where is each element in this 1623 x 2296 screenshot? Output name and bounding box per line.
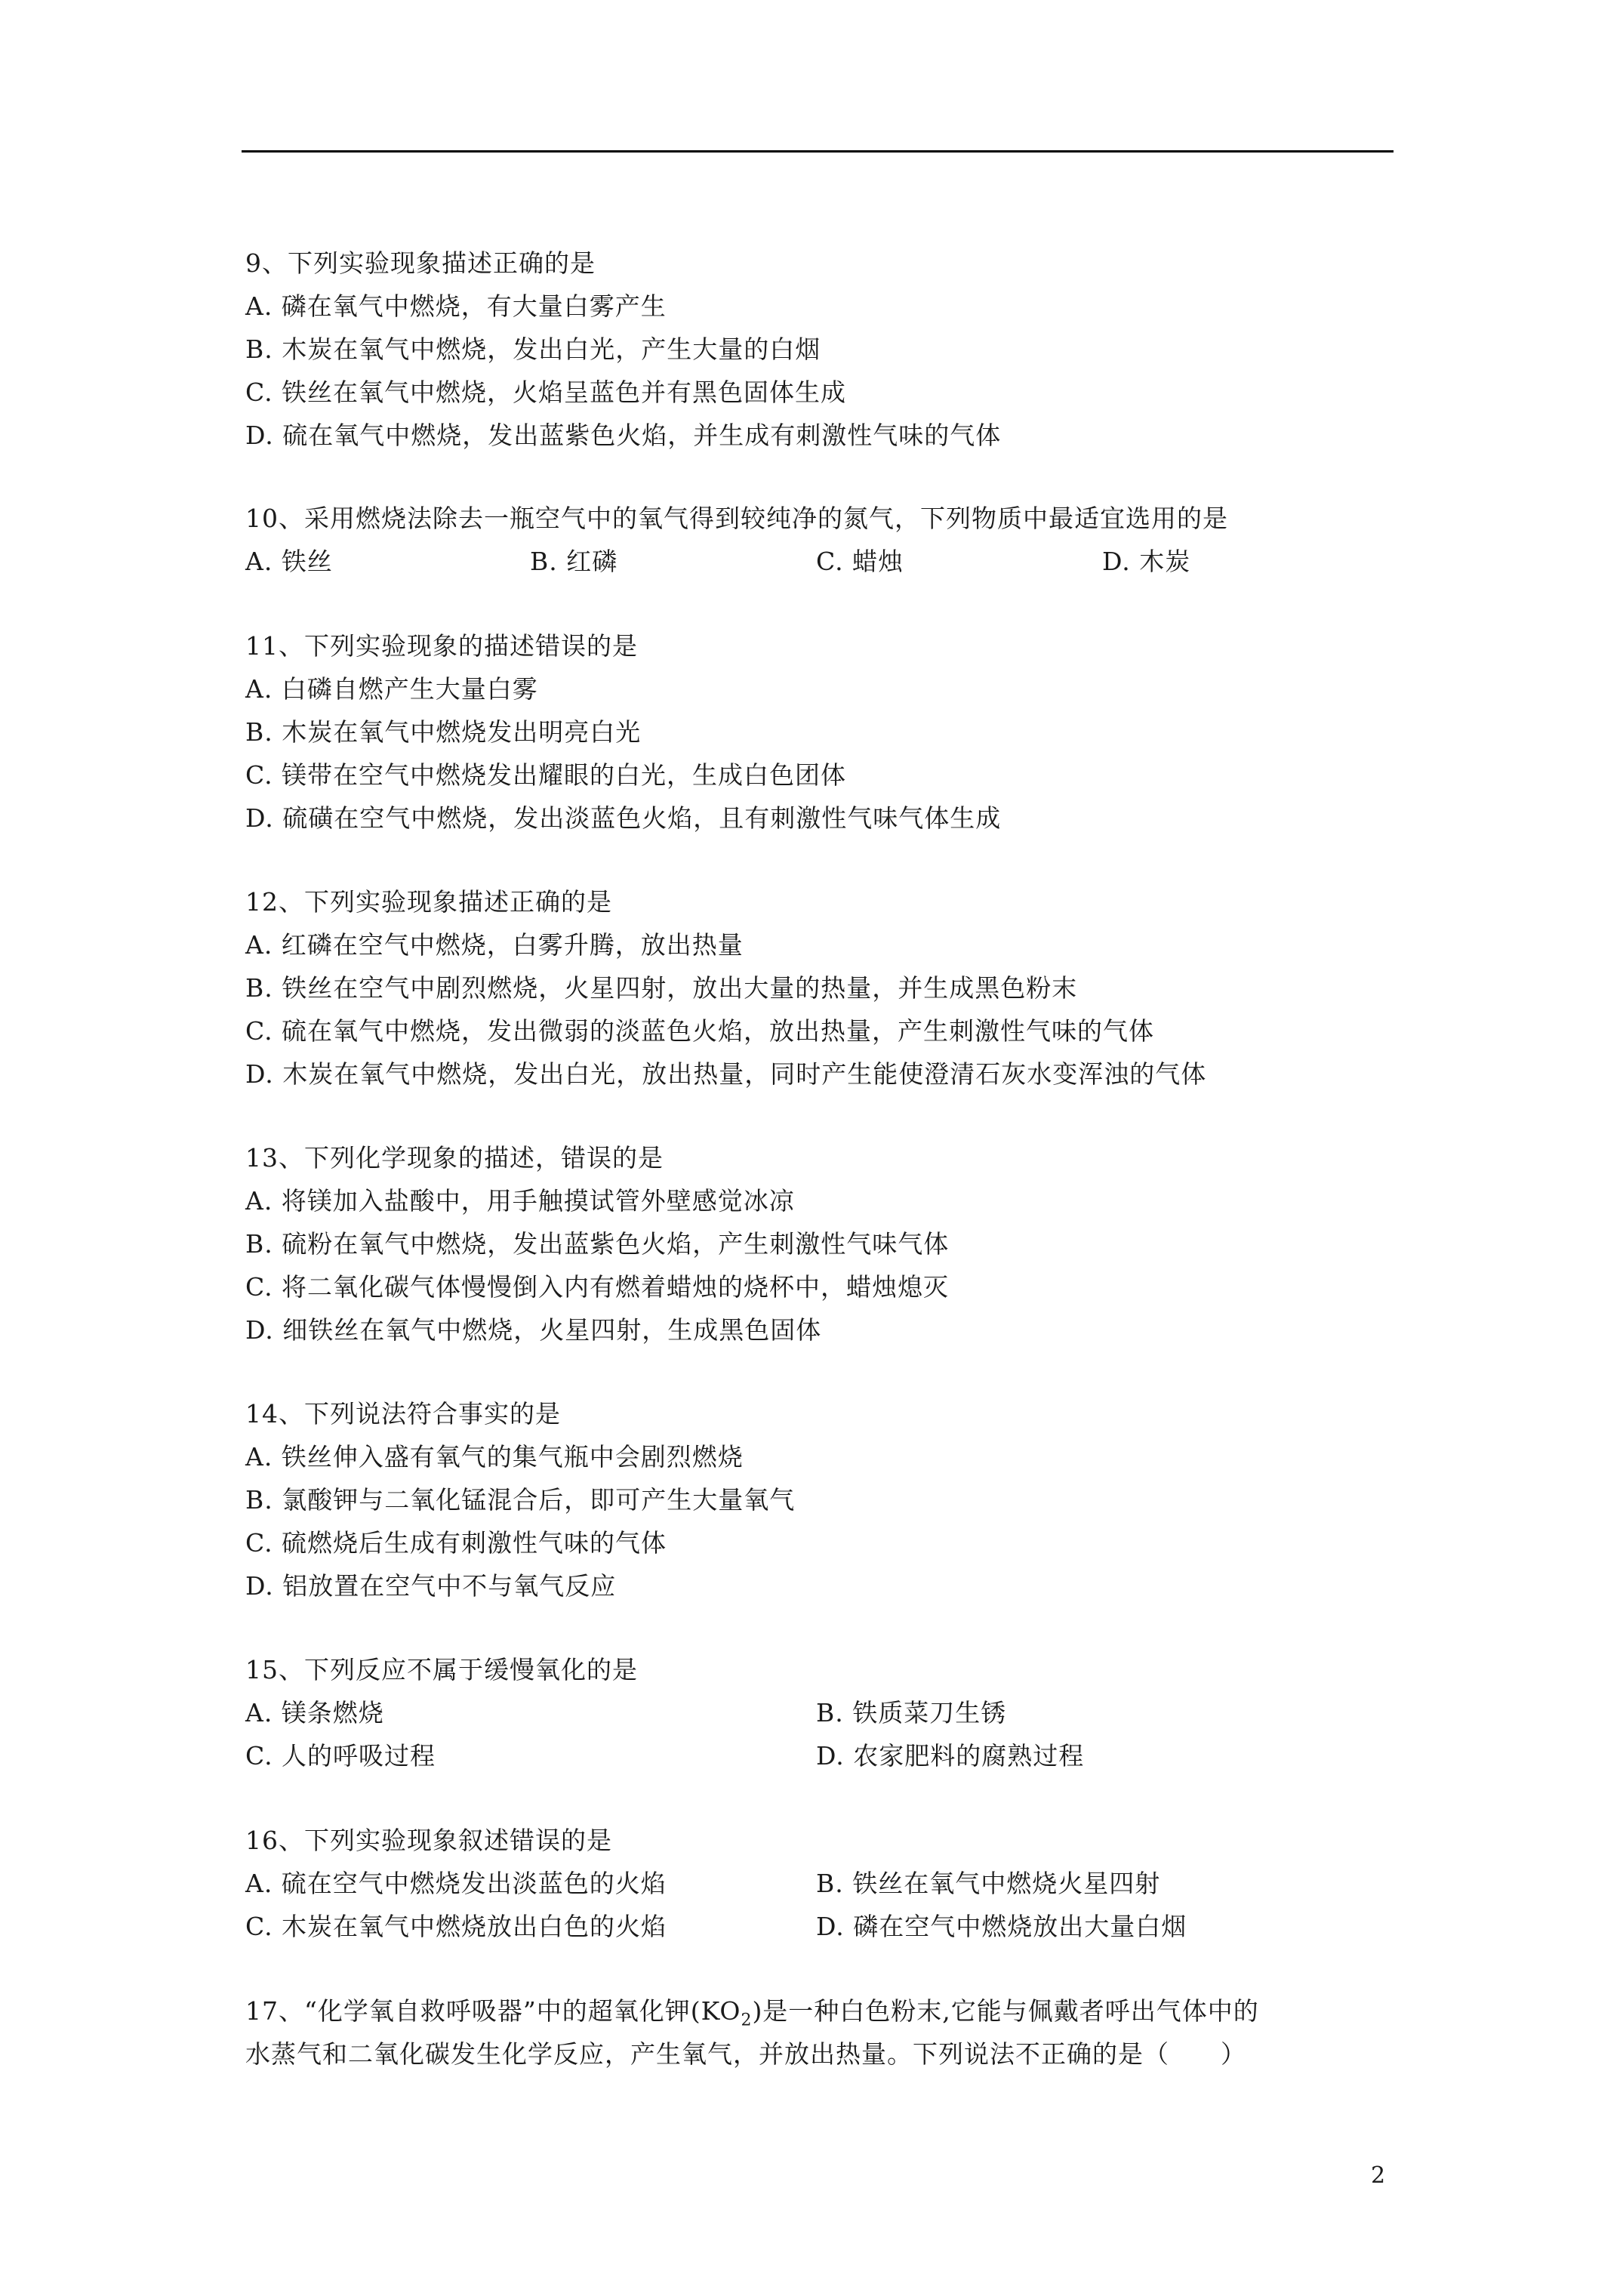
option-c: C. 人的呼吸过程 — [245, 1741, 436, 1771]
option-b: B. 硫粉在氧气中燃烧，发出蓝紫色火焰，产生刺激性气味气体 — [245, 1229, 950, 1259]
subscript: 2 — [741, 2011, 753, 2030]
question-stem: 15、下列反应不属于缓慢氧化的是 — [245, 1655, 638, 1684]
option-a: A. 将镁加入盐酸中，用手触摸试管外壁感觉冰凉 — [245, 1186, 795, 1216]
option-d: D. 铝放置在空气中不与氧气反应 — [245, 1571, 617, 1601]
question-stem: 13、下列化学现象的描述，错误的是 — [245, 1143, 664, 1173]
option-d: D. 硫在氧气中燃烧，发出蓝紫色火焰，并生成有刺激性气味的气体 — [245, 421, 1002, 450]
page-number: 2 — [1371, 2162, 1386, 2189]
option-b: B. 木炭在氧气中燃烧发出明亮白光 — [245, 717, 642, 747]
question-stem: 11、下列实验现象的描述错误的是 — [245, 631, 638, 661]
header-rule — [242, 150, 1394, 153]
question-stem: 16、下列实验现象叙述错误的是 — [245, 1826, 612, 1855]
option-b: B. 红磷 — [530, 547, 618, 576]
option-c: C. 将二氧化碳气体慢慢倒入内有燃着蜡烛的烧杯中，蜡烛熄灭 — [245, 1272, 950, 1302]
option-a: A. 白磷自燃产生大量白雾 — [245, 674, 538, 704]
option-b: B. 铁丝在空气中剧烈燃烧，火星四射，放出大量的热量，并生成黑色粉末 — [245, 973, 1078, 1003]
option-a: A. 铁丝 — [245, 547, 333, 576]
option-a: A. 镁条燃烧 — [245, 1698, 384, 1727]
option-c: C. 硫在氧气中燃烧，发出微弱的淡蓝色火焰，放出热量，产生刺激性气味的气体 — [245, 1016, 1155, 1046]
option-b: B. 氯酸钾与二氧化锰混合后，即可产生大量氧气 — [245, 1485, 796, 1515]
question-stem: 12、下列实验现象描述正确的是 — [245, 887, 612, 917]
option-d: D. 细铁丝在氧气中燃烧，火星四射，生成黑色固体 — [245, 1315, 822, 1345]
question-stem: 9、下列实验现象描述正确的是 — [245, 248, 596, 278]
option-c: C. 木炭在氧气中燃烧放出白色的火焰 — [245, 1912, 667, 1941]
option-d: D. 木炭 — [1102, 547, 1191, 576]
option-a: A. 硫在空气中燃烧发出淡蓝色的火焰 — [245, 1869, 667, 1898]
option-c: C. 蜡烛 — [816, 547, 904, 576]
option-d: D. 木炭在氧气中燃烧，发出白光，放出热量，同时产生能使澄清石灰水变浑浊的气体 — [245, 1059, 1207, 1089]
option-b: B. 木炭在氧气中燃烧，发出白光，产生大量的白烟 — [245, 334, 821, 364]
question-stem: 10、采用燃烧法除去一瓶空气中的氧气得到较纯净的氮气，下列物质中最适宜选用的是 — [245, 504, 1228, 533]
option-a: A. 红磷在空气中燃烧，白雾升腾，放出热量 — [245, 930, 744, 960]
option-b: B. 铁质菜刀生锈 — [816, 1698, 1007, 1727]
option-d: D. 磷在空气中燃烧放出大量白烟 — [816, 1912, 1187, 1941]
option-c: C. 镁带在空气中燃烧发出耀眼的白光，生成白色团体 — [245, 760, 847, 790]
option-d: D. 硫磺在空气中燃烧，发出淡蓝色火焰，且有刺激性气味气体生成 — [245, 803, 1002, 833]
option-c: C. 硫燃烧后生成有刺激性气味的气体 — [245, 1528, 667, 1558]
question-stem: 14、下列说法符合事实的是 — [245, 1399, 561, 1428]
stem-text: 17、“化学氧自救呼吸器”中的超氧化钾(KO — [245, 1996, 741, 2026]
option-a: A. 铁丝伸入盛有氧气的集气瓶中会剧烈燃烧 — [245, 1442, 744, 1472]
option-b: B. 铁丝在氧气中燃烧火星四射 — [816, 1869, 1161, 1898]
stem-text: )是一种白色粉末,它能与佩戴者呼出气体中的 — [752, 1996, 1259, 2026]
question-stem-line-1 — [245, 1996, 1259, 2036]
option-c: C. 铁丝在氧气中燃烧，火焰呈蓝色并有黑色固体生成 — [245, 378, 847, 407]
option-a: A. 磷在氧气中燃烧，有大量白雾产生 — [245, 291, 667, 321]
question-stem-line-2: 水蒸气和二氧化碳发生化学反应，产生氧气，并放出热量。下列说法不正确的是（ ） — [245, 2039, 1246, 2069]
option-d: D. 农家肥料的腐熟过程 — [816, 1741, 1085, 1771]
